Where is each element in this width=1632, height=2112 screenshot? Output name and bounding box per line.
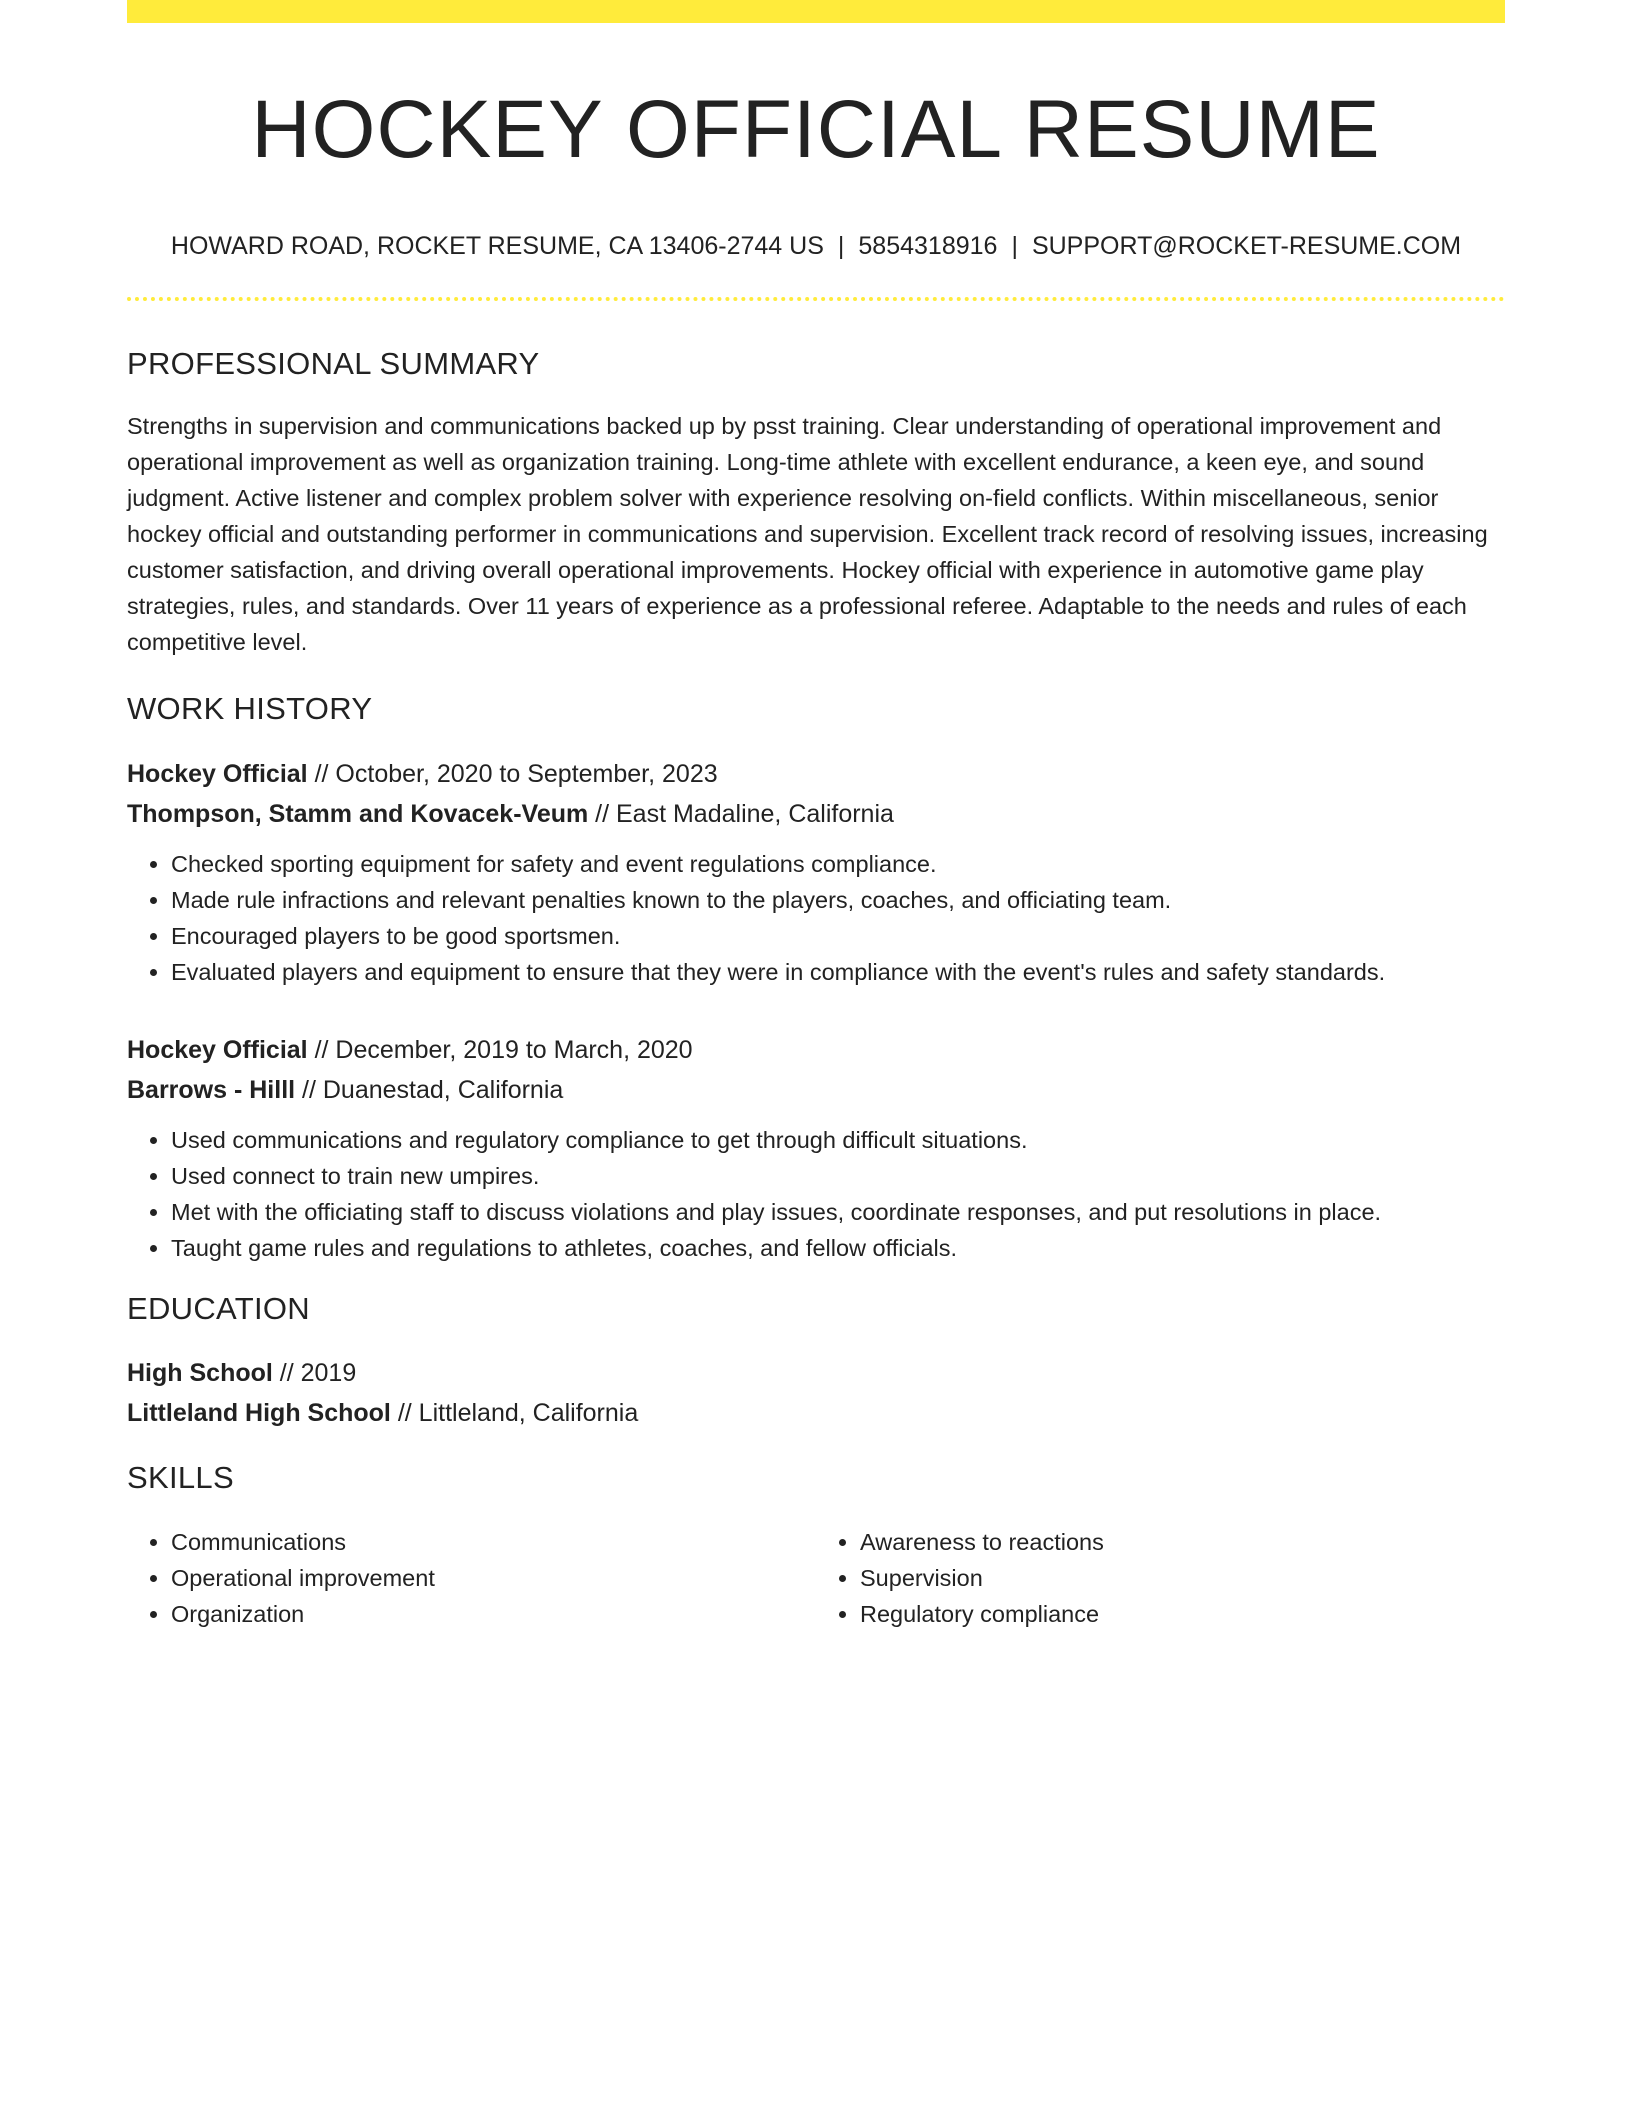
contact-line bbox=[127, 231, 1505, 261]
skill-item: • Awareness to reactions bbox=[860, 1524, 1505, 1560]
education-school-line bbox=[127, 1393, 1505, 1433]
job-company-line bbox=[127, 794, 1505, 834]
education-entry bbox=[127, 1353, 1505, 1433]
skills-grid bbox=[127, 1524, 1505, 1632]
job-company: Thompson, Stamm and Kovacek-Veum bbox=[127, 799, 589, 828]
dotted-divider bbox=[127, 297, 1505, 301]
contact-address: HOWARD ROAD, ROCKET RESUME, CA 13406-2744 US bbox=[170, 232, 824, 261]
summary-text: Strengths in supervision and communications backed up by psst training. Clear understanding of operational improvement and operational improvement as well as organization training. Long-time athlete with excellent endurance, a keen eye, and sound judgment. Active listener and complex problem solver with experience resolving on-field conflicts. Within miscellaneous, senior hockey official and outstanding performer in communications and supervision. Excellent track record of resolving issues, increasing customer satisfaction, and driving overall operational improvements. Hockey official with experience in automotive game play strategies, rules, and standards. Over 11 years of experience as a professional referee. Adaptable to the needs and rules of each competitive level. bbox=[127, 413, 1488, 656]
summary-heading: PROFESSIONAL SUMMARY bbox=[127, 346, 540, 382]
work-history-heading: WORK HISTORY bbox=[127, 691, 373, 727]
education-location: // Littleland, California bbox=[390, 1398, 639, 1427]
list-item: • Met with the officiating staff to discuss violations and play issues, coordinate responses, and put resolutions in place. bbox=[171, 1194, 1505, 1230]
education-year: // 2019 bbox=[272, 1358, 357, 1387]
job-bullets bbox=[127, 846, 1505, 990]
education-school: Littleland High School bbox=[127, 1398, 391, 1427]
job-dates: // December, 2019 to March, 2020 bbox=[307, 1035, 693, 1064]
list-item: • Made rule infractions and relevant penalties known to the players, coaches, and officiating team. bbox=[171, 882, 1505, 918]
resume-page bbox=[127, 0, 1505, 1632]
education-degree: High School bbox=[127, 1358, 273, 1387]
list-item: • Used communications and regulatory compliance to get through difficult situations. bbox=[171, 1122, 1505, 1158]
job-dates: // October, 2020 to September, 2023 bbox=[307, 759, 718, 788]
contact-phone: 5854318916 bbox=[858, 232, 998, 261]
job-role: Hockey Official bbox=[127, 1035, 308, 1064]
job-role-line bbox=[127, 754, 1505, 794]
list-item: • Taught game rules and regulations to athletes, coaches, and fellow officials. bbox=[171, 1230, 1505, 1266]
skill-item: • Organization bbox=[171, 1596, 816, 1632]
job-role-line bbox=[127, 1030, 1505, 1070]
contact-separator: | bbox=[1011, 232, 1018, 261]
list-item: • Evaluated players and equipment to ensure that they were in compliance with the event's rules and safety standards. bbox=[171, 954, 1505, 990]
skills-heading: SKILLS bbox=[127, 1459, 234, 1495]
skill-item: • Operational improvement bbox=[171, 1560, 816, 1596]
job-company-line bbox=[127, 1070, 1505, 1110]
job-entry bbox=[127, 754, 1505, 990]
contact-email: SUPPORT@ROCKET-RESUME.COM bbox=[1031, 232, 1462, 261]
job-location: // Duanestad, California bbox=[295, 1075, 564, 1104]
job-entry bbox=[127, 1030, 1505, 1266]
skills-column-right bbox=[816, 1524, 1505, 1632]
job-bullets bbox=[127, 1122, 1505, 1266]
skill-item: • Communications bbox=[171, 1524, 816, 1560]
skills-column-left bbox=[127, 1524, 816, 1632]
job-location: // East Madaline, California bbox=[588, 799, 894, 828]
list-item: • Checked sporting equipment for safety and event regulations compliance. bbox=[171, 846, 1505, 882]
top-accent-bar bbox=[127, 0, 1505, 23]
job-company: Barrows - Hilll bbox=[127, 1075, 296, 1104]
list-item: • Encouraged players to be good sportsmen. bbox=[171, 918, 1505, 954]
list-item: • Used connect to train new umpires. bbox=[171, 1158, 1505, 1194]
job-role: Hockey Official bbox=[127, 759, 308, 788]
skill-item: • Regulatory compliance bbox=[860, 1596, 1505, 1632]
education-heading: EDUCATION bbox=[127, 1290, 310, 1326]
education-degree-line bbox=[127, 1353, 1505, 1393]
contact-separator: | bbox=[837, 232, 845, 261]
resume-title: HOCKEY OFFICIAL RESUME bbox=[251, 84, 1381, 175]
skill-item: • Supervision bbox=[860, 1560, 1505, 1596]
